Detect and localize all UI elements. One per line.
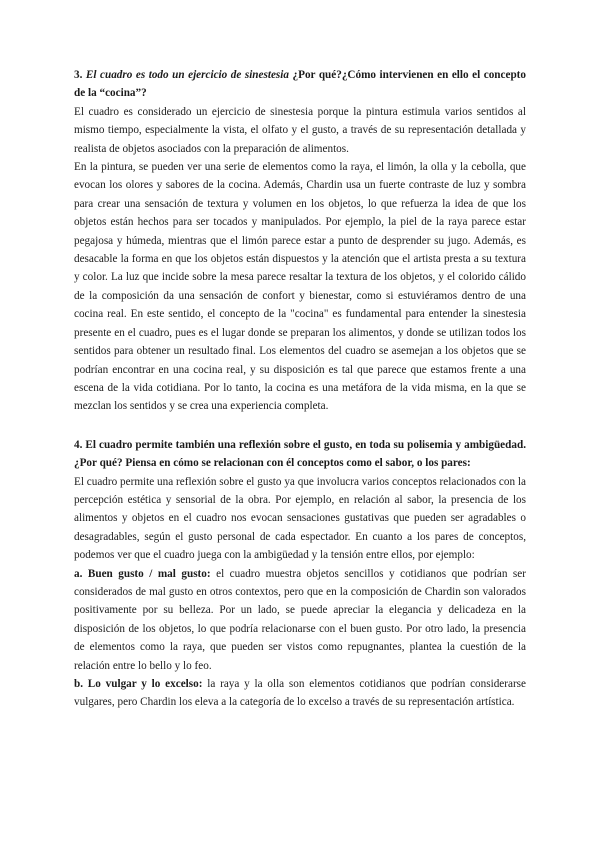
question-3-heading [74,66,526,103]
question-4-paragraph-1: El cuadro permite una reflexión sobre el gusto ya que involucra varios conceptos relacionados con la percepción estética y sensorial de la obra. Por ejemplo, en relación al sabor, la presencia de los alimentos y objetos en el cuadro nos evocan sensaciones gustativas que pueden ser agradables o desagradables, según el gusto personal de cada espectador. En cuanto a los pares de conceptos, podemos ver que el cuadro juega con la ambigüedad y la tensión entre ellos, por ejemplo: [74,475,526,562]
item-a-text: el cuadro muestra objetos sencillos y cotidianos que podrían ser considerados de mal gusto en otros contextos, pero que en la composición de Chardin son valorados positivamente por su belleza. Por un lado, se puede apreciar la elegancia y delicadeza en la disposición de los objetos, lo que podría relacionarse con el buen gusto. Por otro lado, la presencia de elementos como la raya, que pueden ser vistos como repugnantes, plantea la cuestión de la relación entre lo bello y lo feo. [74,567,526,672]
section-gap [74,416,526,436]
question-4-item-b [74,675,526,712]
item-b-text: la raya y la olla son elementos cotidianos que podrían considerarse vulgares, pero Chardin los eleva a la categoría de lo excelso a través de su representación artística. [74,678,526,709]
question-3-paragraph-1: El cuadro es considerado un ejercicio de sinestesia porque la pintura estimula varios sentidos al mismo tiempo, especialmente la vista, el olfato y el gusto, a través de su representación detallada y realista de objetos asociados con la preparación de alimentos. [74,105,526,155]
question-4-item-a [74,565,526,675]
document-page [74,66,526,712]
question-4-heading: 4. El cuadro permite también una reflexión sobre el gusto, en toda su polisemia y ambigüedad. ¿Por qué? Piensa en cómo se relacionan con él conceptos como el sabor, o los pares: [74,438,526,470]
item-b-label: b. Lo vulgar y lo excelso: [74,678,203,690]
question-3-start: El cuadro es todo un ejercicio de sinestesia [85,69,293,81]
question-3-paragraph-2: En la pintura, se pueden ver una serie de elementos como la raya, el limón, la olla y la cebolla, que evocan los olores y sabores de la cocina. Además, Chardin usa un fuerte contraste de luz y sombra para crear una sensación de textura y volumen en los objetos, lo que refuerza la idea de que los objetos están hechos para ser tocados y manipulados. Por ejemplo, la piel de la raya parece estar pegajosa y húmeda, mientras que el limón parece estar a punto de desprender su jugo. Además, es desacable la forma en que los objetos están dispuestos y la atención que el artista presta a su textura y color. La luz que incide sobre la mesa parece resaltar la textura de los objetos, y el colorido cálido de la composición da una sensación de confort y bienestar, como si estuviéramos dentro de una cocina real. En este sentido, el concepto de la "cocina" es fundamental para entender la sinestesia presente en el cuadro, pues es el lugar donde se preparan los alimentos, y donde se utilizan todos los sentidos para obtener un resultado final. Los elementos del cuadro se asemejan a los objetos que se podrían encontrar en una cocina real, y su disposición es tal que parece que estamos frente a una escena de la vida cotidiana. Por lo tanto, la cocina es una metáfora de la vida misma, en la que se mezclan los sentidos y se crea una experiencia completa. [74,161,526,413]
question-3-rest: ¿Por qué?¿Cómo intervienen en ello el concepto de la “cocina”? [74,69,527,100]
question-3-number: 3. [74,69,86,81]
item-a-label: a. Buen gusto / mal gusto: [74,567,211,580]
